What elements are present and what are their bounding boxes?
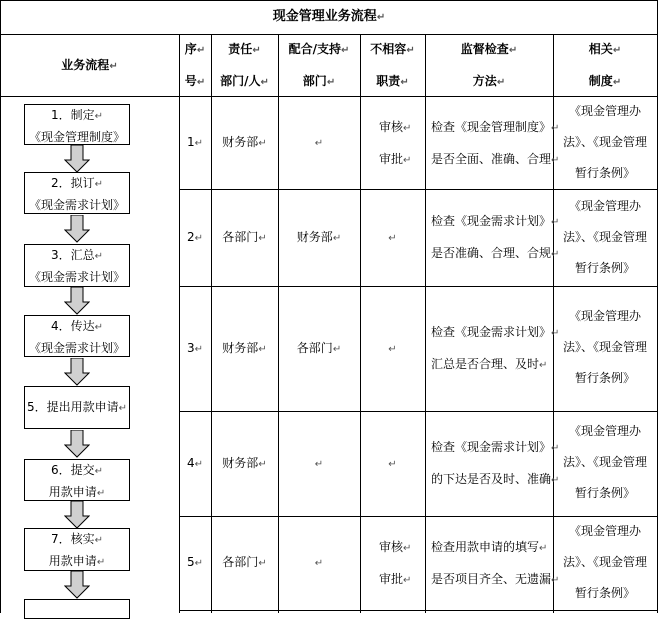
docs-cell: 《现金管理办 法》、《现金管理 暂行条例》 [562,104,647,180]
owner-cell: 财务部↵ [222,135,267,149]
support-cell: ↵ [314,459,324,470]
flow-step-6: 6．提交↵ 用款申请↵ [24,459,130,501]
flow-step-5: 5．提出用款申请↵ [24,386,130,429]
support-cell: ↵ [314,138,324,149]
incompatible-cell: ↵ [388,233,397,244]
owner-cell: 财务部↵ [222,456,267,470]
support-cell: 各部门↵ [296,341,342,355]
flow-step-4: 4．传达↵ 《现金需求计划》 [24,315,130,357]
flow-arrow-5 [64,430,90,458]
flow-step-1: 1．制定↵ 《现金管理制度》 [24,104,130,145]
docs-cell: 《现金管理办 法》、《现金管理 暂行条例》 [562,524,647,600]
method-cell: 检查《现金管理制度》↵ 是否全面、准确、合理↵ [431,120,560,166]
flow-step-8-partial [24,599,130,619]
method-cell: 检查《现金需求计划》↵ 汇总是否合理、及时↵ [431,325,560,371]
seq-cell: 2↵ [186,230,204,244]
incompatible-cell: ↵ [388,459,397,470]
method-cell: 检查《现金需求计划》↵ 是否准确、合理、合规↵ [431,214,560,260]
support-cell: ↵ [314,558,324,569]
flow-step-3: 3．汇总↵ 《现金需求计划》 [24,244,130,287]
support-cell: 财务部↵ [296,230,342,244]
header-method: 监督检查↵ 方法↵ [460,42,518,88]
docs-cell: 《现金管理办 法》、《现金管理 暂行条例》 [562,309,647,385]
seq-cell: 4↵ [186,456,204,470]
incompatible-cell: ↵ [388,344,397,355]
header-docs: 相关↵ 制度↵ [588,42,622,88]
flow-arrow-2 [64,215,90,243]
seq-cell: 1↵ [186,135,204,149]
seq-cell: 5↵ [186,555,204,569]
method-cell: 检查用款申请的填写↵ 是否项目齐全、无遗漏↵ [431,540,560,586]
flow-arrow-4 [64,358,90,386]
header-incompatible: 不相容↵ 职责↵ [370,42,415,88]
flow-arrow-3 [64,287,90,315]
header-owner: 责任↵ 部门/人↵ [220,42,269,88]
flow-arrow-1 [64,145,90,173]
flow-step-7: 7．核实↵ 用款申请↵ [24,528,130,571]
incompatible-cell: 审核↵ 审批↵ [379,540,412,586]
table-title: 现金管理业务流程↵ [272,9,386,24]
owner-cell: 各部门↵ [222,555,267,569]
owner-cell: 财务部↵ [222,341,267,355]
header-flow: 业务流程↵ [61,58,118,72]
method-cell: 检查《现金需求计划》↵ 的下达是否及时、准确↵ [431,440,560,486]
docs-cell: 《现金管理办 法》、《现金管理 暂行条例》 [562,424,647,500]
flow-step-2: 2．拟订↵ 《现金需求计划》 [24,172,130,214]
owner-cell: 各部门↵ [222,230,267,244]
incompatible-cell: 审核↵ 审批↵ [379,120,412,166]
flow-arrow-7 [64,571,90,599]
header-seq: 序↵ 号↵ [184,42,206,88]
seq-cell: 3↵ [186,341,204,355]
docs-cell: 《现金管理办 法》、《现金管理 暂行条例》 [562,199,647,275]
header-support: 配合/支持↵ 部门↵ [288,42,350,88]
flow-arrow-6 [64,501,90,529]
